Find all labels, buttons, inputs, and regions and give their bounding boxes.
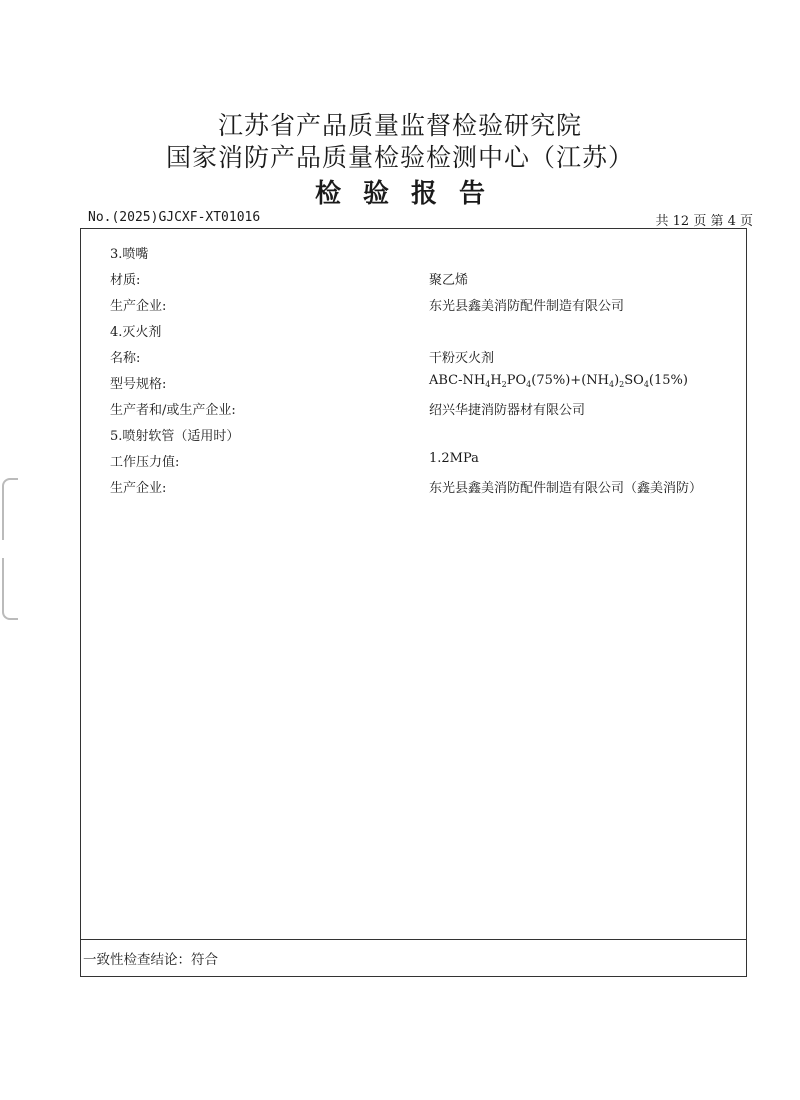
report-content-box	[80, 228, 747, 977]
hose-manufacturer-value: 东光县鑫美消防配件制造有限公司（鑫美消防）	[429, 481, 703, 496]
institute-name: 江苏省产品质量监督检验研究院	[217, 111, 582, 140]
agent-manufacturer-value: 绍兴华捷消防器材有限公司	[429, 403, 586, 418]
agent-name-label: 名称:	[110, 351, 141, 366]
nozzle-manufacturer-value: 东光县鑫美消防配件制造有限公司	[429, 299, 625, 314]
agent-model-label: 型号规格:	[110, 377, 167, 392]
conclusion-text: 一致性检查结论：符合	[83, 952, 218, 968]
center-name: 国家消防产品质量检验检测中心（江苏）	[165, 143, 634, 172]
section-extinguishing-agent: 4.灭火剂	[110, 325, 162, 340]
seam-stamp	[0, 478, 26, 628]
hose-pressure-value: 1.2MPa	[429, 451, 479, 466]
hose-manufacturer-label: 生产企业:	[110, 481, 167, 496]
nozzle-material-label: 材质:	[110, 273, 141, 288]
agent-model-value: ABC-$NH_4H_2PO_4(75\%)+(NH_4)_2SO_4(15\%)$	[429, 373, 688, 389]
section-nozzle: 3.喷嘴	[110, 247, 149, 262]
report-number: No.(2025)GJCXF-XT01016	[88, 210, 261, 225]
agent-name-value: 干粉灭火剂	[429, 351, 495, 366]
conclusion-divider	[81, 939, 746, 940]
nozzle-material-value: 聚乙烯	[429, 273, 469, 288]
hose-pressure-label: 工作压力值:	[110, 455, 180, 470]
section-hose: 5.喷射软管（适用时）	[110, 429, 240, 444]
nozzle-manufacturer-label: 生产企业:	[110, 299, 167, 314]
report-title: 检验报告	[314, 179, 507, 209]
page-indicator: 共 12 页 第 4 页	[655, 214, 753, 229]
agent-manufacturer-label: 生产者和/或生产企业:	[110, 403, 236, 418]
